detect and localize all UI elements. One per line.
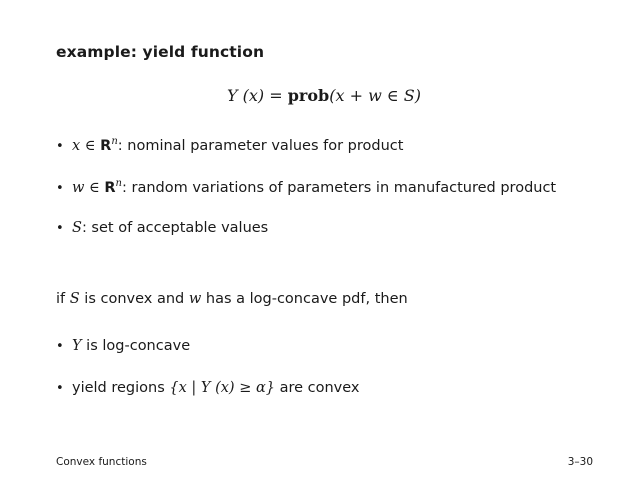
math-in: ∈ xyxy=(84,180,105,196)
formula-prob: prob xyxy=(287,86,330,105)
bullet-dot-icon: • xyxy=(56,339,64,354)
math-sup: n xyxy=(115,178,122,189)
formula-lhs: Y (x) xyxy=(227,86,265,105)
math-var: w xyxy=(72,180,85,196)
bullet-item xyxy=(56,380,360,396)
condition-mid: is convex and xyxy=(79,291,189,307)
math-var: Y xyxy=(72,338,82,354)
bullet-text: : nominal parameter values for product xyxy=(117,138,404,154)
bullet-dot-icon: • xyxy=(56,221,64,236)
formula-equals: = xyxy=(264,86,288,105)
math-var: x xyxy=(72,138,81,154)
condition-w: w xyxy=(188,291,202,307)
bullet-dot-icon: • xyxy=(56,181,64,196)
yield-formula xyxy=(227,86,421,105)
bullet-text: : random variations of parameters in manufactured product xyxy=(122,180,557,196)
footer-page-number: 3–30 xyxy=(567,456,593,468)
condition-S: S xyxy=(69,291,80,307)
bullet-text: : set of acceptable values xyxy=(81,220,269,236)
bullet-item xyxy=(56,178,556,196)
math-sup: n xyxy=(111,136,118,147)
formula-rhs: (x + w ∈ S) xyxy=(329,86,421,105)
bullet-post: are convex xyxy=(274,380,360,396)
math-in: ∈ xyxy=(80,138,101,154)
math-expression: {x | Y (x) ≥ α} xyxy=(169,380,275,396)
bullet-dot-icon: • xyxy=(56,381,64,396)
bullet-pre: yield regions xyxy=(72,380,170,396)
bullet-text: is log-concave xyxy=(81,338,191,354)
condition-pre: if xyxy=(56,291,70,307)
bullet-item xyxy=(56,136,403,154)
condition-post: has a log-concave pdf, then xyxy=(201,291,408,307)
math-set: R xyxy=(104,180,116,196)
math-set: R xyxy=(100,138,112,154)
bullet-item xyxy=(56,220,268,236)
bullet-dot-icon: • xyxy=(56,139,64,154)
condition-line xyxy=(56,291,408,307)
slide-title: example: yield function xyxy=(56,43,265,61)
footer-section-title: Convex functions xyxy=(56,456,147,468)
math-var: S xyxy=(72,220,82,236)
bullet-item xyxy=(56,338,190,354)
